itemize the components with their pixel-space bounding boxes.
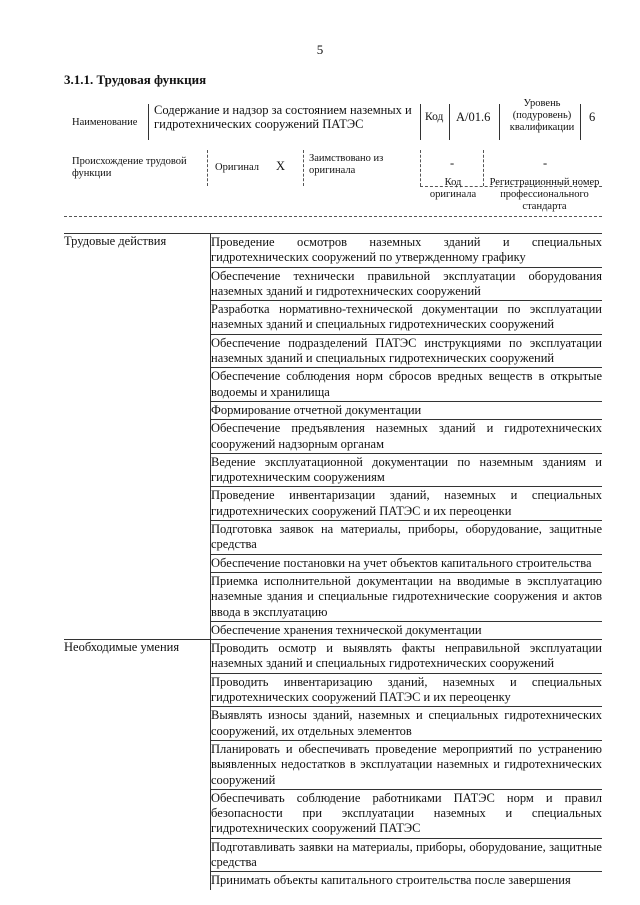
level-label: Уровень (подуровень) квалификации: [509, 98, 575, 133]
code-value: А/01.6: [456, 110, 491, 124]
divider: [499, 104, 500, 140]
section-items: [211, 234, 603, 640]
divider: [207, 150, 208, 186]
borrowed-label: Заимствовано из оригинала: [309, 153, 384, 176]
divider: [449, 104, 450, 140]
list-item: Обеспечение подразделений ПАТЭС инструкциями по эксплуатации наземных зданий и специальных гидротехнических сооружений: [211, 335, 602, 369]
reg-dash: -: [543, 156, 548, 170]
list-item: Подготовка заявок на материалы, приборы, оборудование, защитные средства: [211, 521, 602, 555]
divider: [148, 104, 149, 140]
list-item: Проводить осмотр и выявлять факты неправильной эксплуатации наземных зданий и специальных гидротехнических сооружений: [211, 640, 602, 674]
original-label: Оригинал: [215, 162, 259, 173]
reg-caption: Регистрационный номер профессионального стандарта: [489, 177, 600, 212]
function-name: Содержание и надзор за состоянием наземных и гидротехнических сооружений ПАТЭС: [154, 103, 412, 131]
divider: [580, 104, 581, 140]
list-item: Планировать и обеспечивать проведение мероприятий по устранению выявленных недостатков в эксплуатации наземных и гидротехнических сооружений: [211, 741, 602, 790]
list-item: Приемка исполнительной документации на вводимые в эксплуатацию наземные здания и специальные гидротехнические сооружения и актов ввода в эксплуатацию: [211, 573, 602, 622]
code-dash: -: [450, 156, 455, 170]
list-item: Выявлять износы зданий, наземных и специальных гидротехнических сооружений, их отдельных элементов: [211, 707, 602, 741]
list-item: Обеспечение предъявления наземных зданий и гидротехнических сооружений надзорным органам: [211, 420, 602, 454]
list-item: Проводить инвентаризацию зданий, наземных и специальных гидротехнических сооружений ПАТЭС и их переоценку: [211, 674, 602, 708]
original-mark: X: [276, 159, 286, 173]
list-item: Формирование отчетной документации: [211, 402, 602, 420]
section-heading: 3.1.1. Трудовая функция: [64, 72, 207, 87]
name-label: Наименование: [72, 117, 138, 128]
code-label: Код: [425, 111, 444, 123]
divider: [420, 104, 421, 140]
list-item: Обеспечивать соблюдение работниками ПАТЭС норм и правил безопасности при эксплуатации наземных и специальных гидротехнических сооружений ПАТЭС: [211, 790, 602, 839]
list-item: Обеспечение хранения технической документации: [211, 622, 482, 637]
level-value: 6: [589, 110, 596, 124]
function-table: [64, 233, 602, 890]
list-item: Принимать объекты капитального строительства после завершения: [211, 873, 571, 888]
divider: [420, 150, 421, 186]
list-item: Разработка нормативно-технической документации по эксплуатации наземных зданий и специальных гидротехнических сооружений: [211, 301, 602, 335]
section-label: Необходимые умения: [64, 640, 211, 890]
list-item: Проведение осмотров наземных зданий и специальных гидротехнических сооружений по утвержденному графику: [211, 234, 602, 268]
list-item: Обеспечение постановки на учет объектов капитального строительства: [211, 555, 602, 573]
list-item: Подготавливать заявки на материалы, приборы, оборудование, защитные средства: [211, 839, 602, 873]
divider: [64, 216, 602, 217]
page-number: 5: [316, 42, 324, 57]
origin-label: Происхождение трудовой функции: [72, 156, 187, 179]
list-item: Обеспечение технически правильной эксплуатации оборудования наземных зданий и гидротехнических сооружений: [211, 268, 602, 302]
table-row: [64, 640, 602, 890]
divider: [483, 150, 484, 186]
section-items: [211, 640, 603, 890]
table-row: [64, 234, 602, 640]
code-caption: Код оригинала: [429, 177, 477, 200]
divider: [303, 150, 304, 186]
section-label: Трудовые действия: [64, 234, 211, 640]
list-item: Проведение инвентаризации зданий, наземных и специальных гидротехнических сооружений ПАТЭС и их переоценки: [211, 487, 602, 521]
list-item: Обеспечение соблюдения норм сбросов вредных веществ в открытые водоемы и хранилища: [211, 368, 602, 402]
list-item: Ведение эксплуатационной документации по наземным зданиям и гидротехническим сооружениям: [211, 454, 602, 488]
